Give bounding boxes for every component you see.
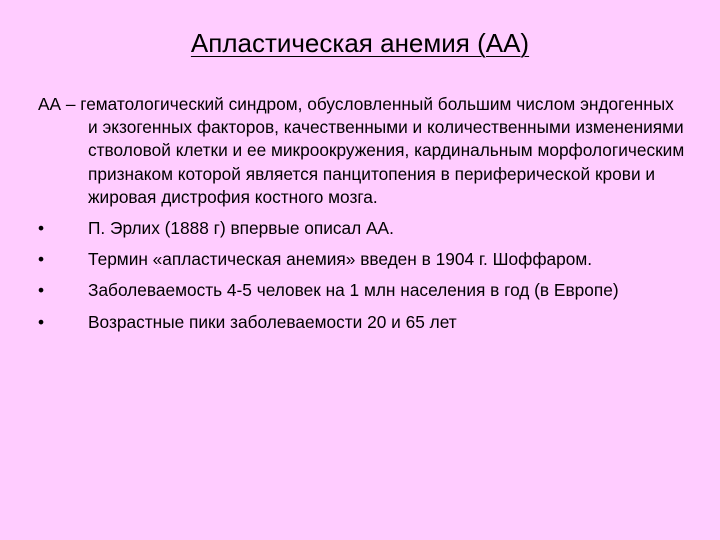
bullet-text: Заболеваемость 4-5 человек на 1 млн населения в год (в Европе) xyxy=(88,280,619,301)
slide-content xyxy=(38,93,688,342)
bullet-item-age-peaks xyxy=(38,311,688,334)
bullet-text: Возрастные пики заболеваемости 20 и 65 лет xyxy=(88,311,457,332)
definition-paragraph: АА – гематологический синдром, обусловленный большим числом эндогенных и экзогенных факторов, качественными и количественными изменениями стволовой клетки и ее микроокружения, кардинальным морфологическим признаком которой является панцитопения в периферической крови и жировая дистрофия костного мозга. xyxy=(38,94,685,207)
bullet-icon: • xyxy=(38,280,45,301)
bullet-list xyxy=(38,217,688,334)
bullet-item-history xyxy=(38,217,688,240)
bullet-item-incidence xyxy=(38,279,688,302)
bullet-icon: • xyxy=(38,311,45,332)
bullet-text: Термин «апластическая анемия» введен в 1904 г. Шоффаром. xyxy=(88,249,593,270)
bullet-item-term xyxy=(38,248,688,271)
bullet-text: П. Эрлих (1888 г) впервые описал АА. xyxy=(88,218,394,239)
slide-title: Апластическая анемия (АА) xyxy=(190,28,530,58)
bullet-icon: • xyxy=(38,218,45,239)
bullet-icon: • xyxy=(38,249,45,270)
